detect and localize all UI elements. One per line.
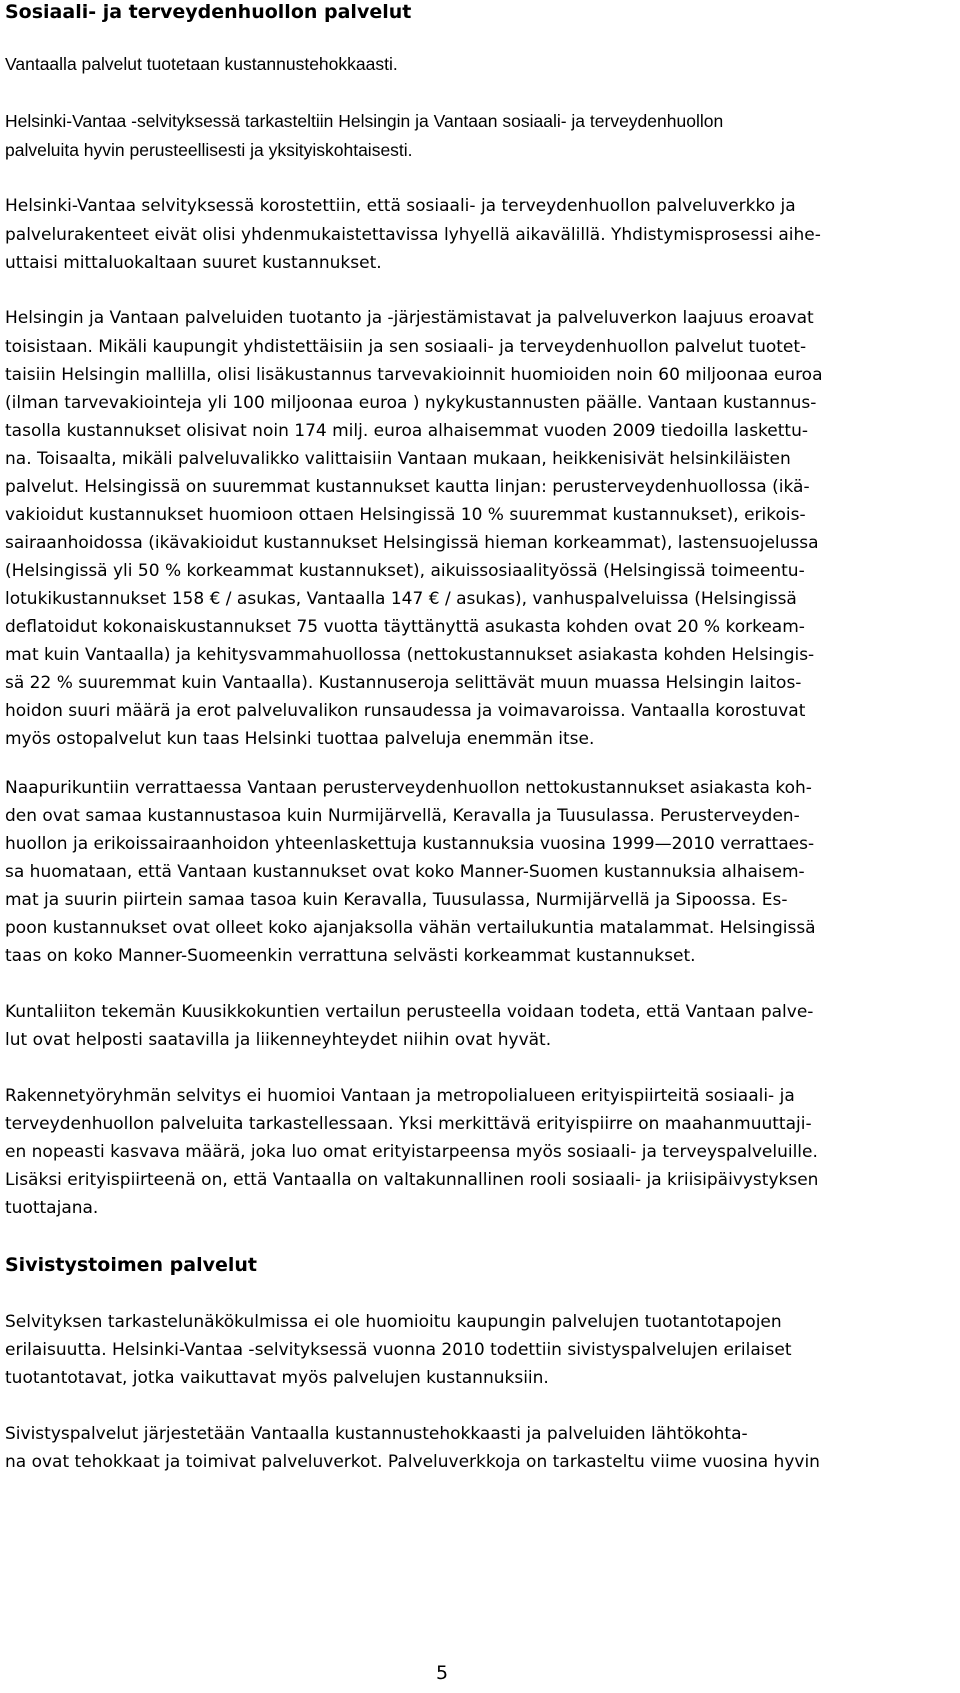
text-line: mat ja suurin piirtein samaa tasoa kuin Keravalla, Tuusulassa, Nurmijärvellä ja Sipoossa. Es- [5, 890, 788, 910]
text-line: vakioidut kustannukset huomioon ottaen Helsingissä 10 % suuremmat kustannukset), erikois- [5, 505, 806, 525]
text-line: Naapurikuntiin verrattaessa Vantaan perusterveydenhuollon nettokustannukset asiakasta koh- [5, 778, 812, 798]
text-line: den ovat samaa kustannustasoa kuin Nurmijärvellä, Keravalla ja Tuusulassa. Perusterveyden- [5, 806, 800, 826]
text-line: (ilman tarvevakiointeja yli 100 miljoonaa euroa ) nykykustannusten päälle. Vantaan kustannus- [5, 393, 817, 413]
text-line: Helsinki-Vantaa -selvityksessä tarkasteltiin Helsingin ja Vantaan sosiaali- ja terveydenhuollon [5, 111, 724, 131]
text-line: tuottajana. [5, 1198, 99, 1218]
text-line: tasolla kustannukset olisivat noin 174 milj. euroa alhaisemmat vuoden 2009 tiedoilla laskettu- [5, 421, 808, 441]
text-line: erilaisuutta. Helsinki-Vantaa -selvityksessä vuonna 2010 todettiin sivistyspalvelujen erilaiset [5, 1340, 792, 1360]
text-line: hoidon suuri määrä ja erot palveluvalikon runsaudessa ja voimavaroissa. Vantaalla korostuvat [5, 701, 806, 721]
text-line: Lisäksi erityispiirteenä on, että Vantaalla on valtakunnallinen rooli sosiaali- ja kriisipäivystyksen [5, 1170, 819, 1190]
text-line: huollon ja erikoissairaanhoidon yhteenlaskettuja kustannuksia vuosina 1999—2010 verrattaes- [5, 834, 815, 854]
page-number: 5 [436, 1662, 449, 1684]
text-line: Selvityksen tarkastelunäkökulmissa ei ole huomioitu kaupungin palvelujen tuotantotapojen [5, 1312, 782, 1332]
text-line: Kuntaliiton tekemän Kuusikkokuntien vertailun perusteella voidaan todeta, että Vantaan palve- [5, 1002, 814, 1022]
text-line: terveydenhuollon palveluita tarkastellessaan. Yksi merkittävä erityispiirre on maahanmuuttaji- [5, 1114, 812, 1134]
text-line: palvelut. Helsingissä on suuremmat kustannukset kautta linjan: perusterveydenhuollossa (ikä- [5, 477, 810, 497]
text-line: palveluita hyvin perusteellisesti ja yksityiskohtaisesti. [5, 140, 413, 160]
text-line: Helsinki-Vantaa selvityksessä korostettiin, että sosiaali- ja terveydenhuollon palveluverkko ja [5, 196, 796, 216]
text-line: Sivistyspalvelut järjestetään Vantaalla kustannustehokkaasti ja palveluiden lähtökohta- [5, 1424, 748, 1444]
text-line: sa huomataan, että Vantaan kustannukset ovat koko Manner-Suomen kustannuksia alhaisem- [5, 862, 805, 882]
text-line: poon kustannukset ovat olleet koko ajanjaksolla vähän vertailukuntia matalammat. Helsingissä [5, 918, 816, 938]
text-line: toisistaan. Mikäli kaupungit yhdistettäisiin ja sen sosiaali- ja terveydenhuollon palvelut tuotet- [5, 337, 807, 357]
text-line: taisiin Helsingin mallilla, olisi lisäkustannus tarvevakioinnit huomioiden noin 60 miljoonaa euroa [5, 365, 823, 385]
text-line: na. Toisaalta, mikäli palveluvalikko valittaisiin Vantaan mukaan, heikkenisivät helsinkiläisten [5, 449, 791, 469]
section-heading-education: Sivistystoimen palvelut [5, 1254, 257, 1276]
text-line: (Helsingissä yli 50 % korkeammat kustannukset), aikuissosiaalityössä (Helsingissä toimeentu- [5, 561, 805, 581]
text-line: palvelurakenteet eivät olisi yhdenmukaistettavissa lyhyellä aikavälillä. Yhdistymisprosessi aihe- [5, 225, 821, 245]
text-line: Vantaalla palvelut tuotetaan kustannustehokkaasti. [5, 54, 398, 74]
text-line: lut ovat helposti saatavilla ja liikenneyhteydet niihin ovat hyvät. [5, 1030, 552, 1050]
text-line: sä 22 % suuremmat kuin Vantaalla). Kustannuseroja selittävät muun muassa Helsingin laitos- [5, 673, 802, 693]
text-line: sairaanhoidossa (ikävakioidut kustannukset Helsingissä hieman korkeammat), lastensuojelussa [5, 533, 819, 553]
section-heading-social-health: Sosiaali- ja terveydenhuollon palvelut [5, 1, 412, 23]
text-line: tuotantotavat, jotka vaikuttavat myös palvelujen kustannuksiin. [5, 1368, 549, 1388]
text-line: myös ostopalvelut kun taas Helsinki tuottaa palveluja enemmän itse. [5, 729, 595, 749]
text-line: Rakennetyöryhmän selvitys ei huomioi Vantaan ja metropolialueen erityispiirteitä sosiaali- ja [5, 1086, 795, 1106]
text-line: deflatoidut kokonaiskustannukset 75 vuotta täyttänyttä asukasta kohden ovat 20 % korkeam- [5, 617, 805, 637]
text-line: Helsingin ja Vantaan palveluiden tuotanto ja -järjestämistavat ja palveluverkon laajuus eroavat [5, 308, 814, 328]
text-line: taas on koko Manner-Suomeenkin verrattuna selvästi korkeammat kustannukset. [5, 946, 696, 966]
text-line: na ovat tehokkaat ja toimivat palveluverkot. Palveluverkkoja on tarkasteltu viime vuosina hyvin [5, 1452, 820, 1472]
text-line: uttaisi mittaluokaltaan suuret kustannukset. [5, 253, 382, 273]
text-line: mat kuin Vantaalla) ja kehitysvammahuollossa (nettokustannukset asiakasta kohden Helsingis- [5, 645, 815, 665]
text-line: en nopeasti kasvava määrä, joka luo omat erityistarpeensa myös sosiaali- ja terveyspalveluille. [5, 1142, 818, 1162]
text-line: lotukikustannukset 158 € / asukas, Vantaalla 147 € / asukas), vanhuspalveluissa (Helsingissä [5, 589, 797, 609]
